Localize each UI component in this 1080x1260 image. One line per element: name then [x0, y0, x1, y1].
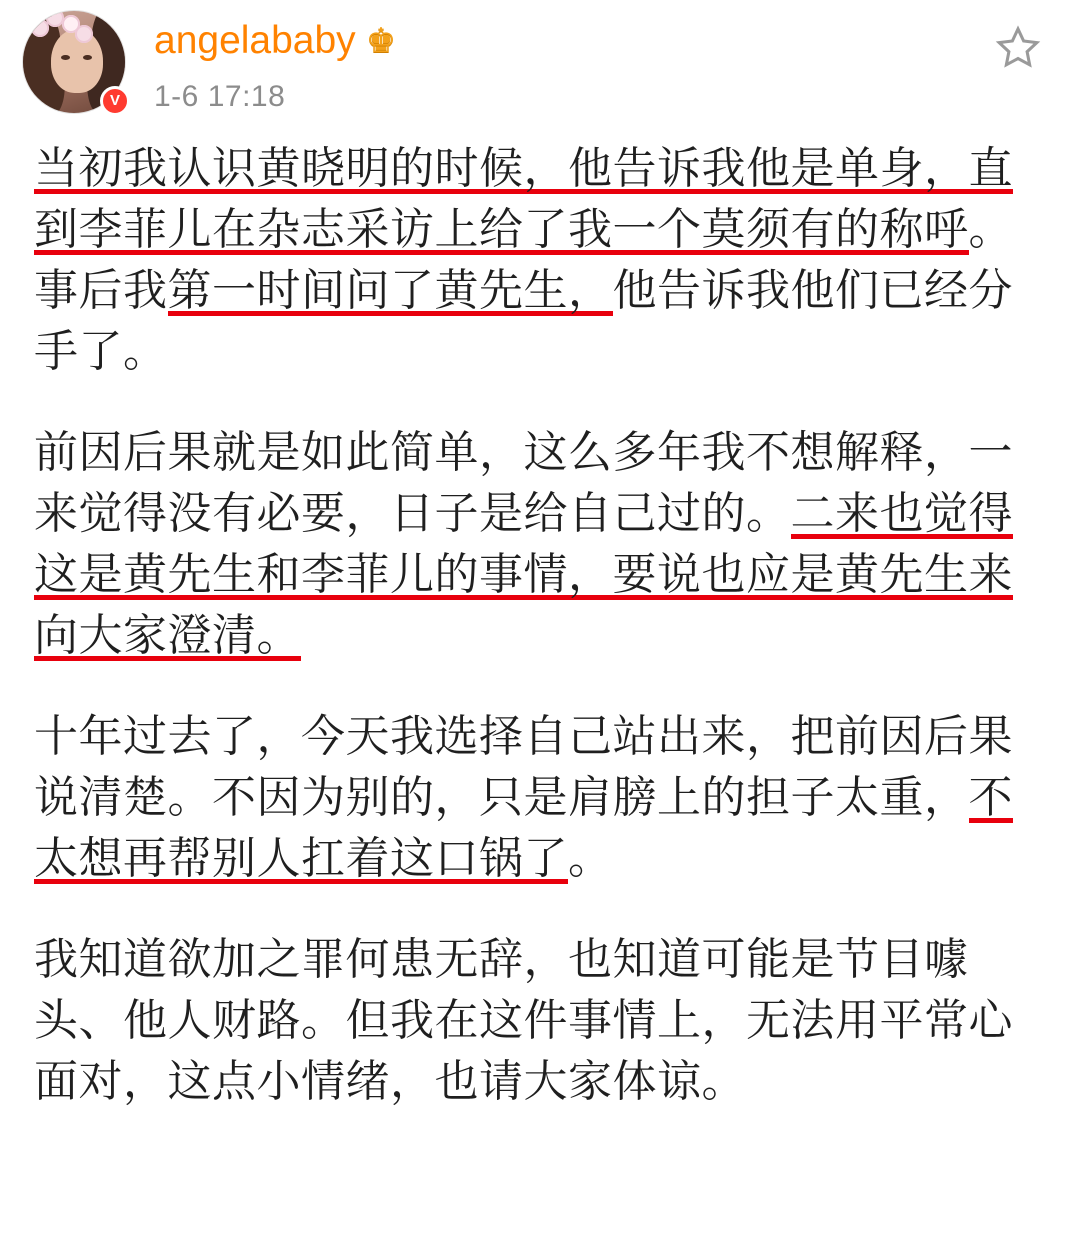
account-username[interactable]: angelababy	[154, 19, 356, 62]
plain-text: 他告诉我他们已经分手了。	[34, 265, 1013, 377]
avatar-flower-crown	[31, 10, 93, 49]
highlighted-text: 二来也觉得这是黄先生和李菲儿的事情，要说也应是黄先生来向大家澄清。	[34, 488, 1013, 661]
plain-text: 十年过去了，今天我选择自己站出来，把前因后果说清楚。不因为别的，只是肩膀上的担子太重，	[34, 711, 1013, 823]
plain-text: 我知道欲加之罪何患无辞，也知道可能是节目噱头、他人财路。但我在这件事情上，无法用平常心面对，这点小情绪，也请大家体谅。	[34, 934, 1013, 1107]
avatar[interactable]	[22, 10, 130, 118]
post-timestamp: 1-6 17:18	[154, 80, 286, 113]
highlighted-text: 当初我认识黄晓明的时候，他告诉我他是单身，直到李菲儿在杂志采访上给了我一个莫须有的称呼	[34, 143, 1013, 255]
highlighted-text: 不太想再帮别人扛着这口锅了	[34, 772, 1013, 884]
star-outline-icon[interactable]	[992, 22, 1044, 74]
post-header	[0, 0, 1080, 130]
plain-text: 前因后果就是如此简单，这么多年我不想解释，一来觉得没有必要，日子是给自己过的。	[34, 427, 1013, 539]
post-meta	[154, 10, 396, 114]
post-paragraph	[34, 422, 1046, 666]
post-paragraph	[34, 706, 1046, 889]
post-content	[0, 130, 1080, 1112]
verified-v-icon: V	[100, 86, 130, 116]
avatar-eye-left	[61, 55, 70, 60]
avatar-eye-right	[83, 55, 92, 60]
plain-text: 。	[568, 833, 613, 884]
name-line	[154, 18, 396, 64]
plain-text: 。事后我	[34, 204, 1013, 316]
post-paragraph	[34, 138, 1046, 382]
post-paragraph	[34, 929, 1046, 1112]
crown-icon: ♚	[365, 22, 397, 60]
highlighted-text: 第一时间问了黄先生，	[167, 265, 613, 316]
